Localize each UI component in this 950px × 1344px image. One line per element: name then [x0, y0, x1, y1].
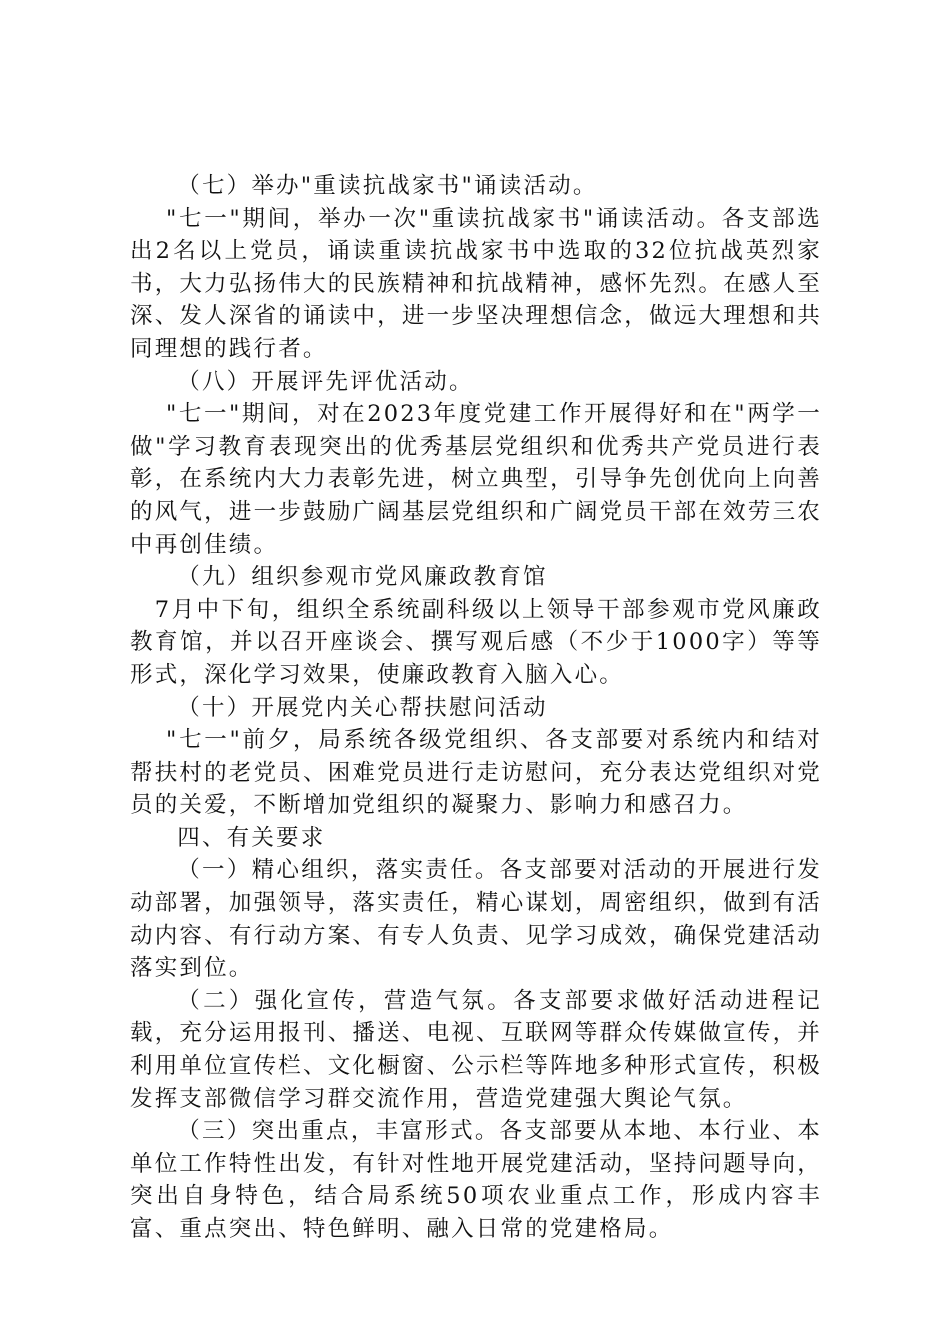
requirement-2: （二）强化宣传，营造气氛。各支部要求做好活动进程记载，充分运用报刊、播送、电视、互联网等群众传媒做宣传，并利用单位宣传栏、文化橱窗、公示栏等阵地多种形式宣传，积极发挥支部微信学习群交流作用，营造党建强大舆论气氛。	[130, 987, 822, 1112]
paragraph-7: "七一"期间，举办一次"重读抗战家书"诵读活动。各支部选出2名以上党员，诵读重读抗战家书中选取的32位抗战英烈家书，大力弘扬伟大的民族精神和抗战精神，感怀先烈。在感人至深、发人深省的诵读中，进一步坚决理想信念，做远大理想和共同理想的践行者。	[130, 205, 822, 362]
chapter-heading-4: 四、有关要求	[177, 824, 326, 851]
paragraph-8: "七一"期间，对在2023年度党建工作开展得好和在"两学一做"学习教育表现突出的优秀基层党组织和优秀共产党员进行表彰，在系统内大力表彰先进，树立典型，引导争先创优向上向善的风气，进一步鼓励广阔基层党组织和广阔党员干部在效劳三农中再创佳绩。	[130, 401, 822, 558]
section-heading-10: （十）开展党内关心帮扶慰问活动	[177, 694, 548, 721]
document-body	[130, 170, 822, 1246]
section-heading-8: （八）开展评先评优活动。	[177, 368, 474, 395]
paragraph-9: 7月中下旬，组织全系统副科级以上领导干部参观市党风廉政教育馆，并以召开座谈会、撰写观后感（不少于1000字）等等形式，深化学习效果，使廉政教育入脑入心。	[130, 596, 822, 688]
paragraph-10: "七一"前夕，局系统各级党组织、各支部要对系统内和结对帮扶村的老党员、困难党员进行走访慰问，充分表达党组织对党员的关爱，不断增加党组织的凝聚力、影响力和感召力。	[130, 727, 822, 819]
requirement-3: （三）突出重点，丰富形式。各支部要从本地、本行业、本单位工作特性出发，有针对性地开展党建活动，坚持问题导向，突出自身特色，结合局系统50项农业重点工作，形成内容丰富、重点突出、特色鲜明、融入日常的党建格局。	[130, 1118, 822, 1242]
section-heading-9: （九）组织参观市党风廉政教育馆	[177, 564, 548, 591]
requirement-1: （一）精心组织，落实责任。各支部要对活动的开展进行发动部署，加强领导，落实责任，精心谋划，周密组织，做到有活动内容、有行动方案、有专人负责、见学习成效，确保党建活动落实到位。	[130, 857, 822, 982]
section-heading-7: （七）举办"重读抗战家书"诵读活动。	[177, 173, 598, 199]
